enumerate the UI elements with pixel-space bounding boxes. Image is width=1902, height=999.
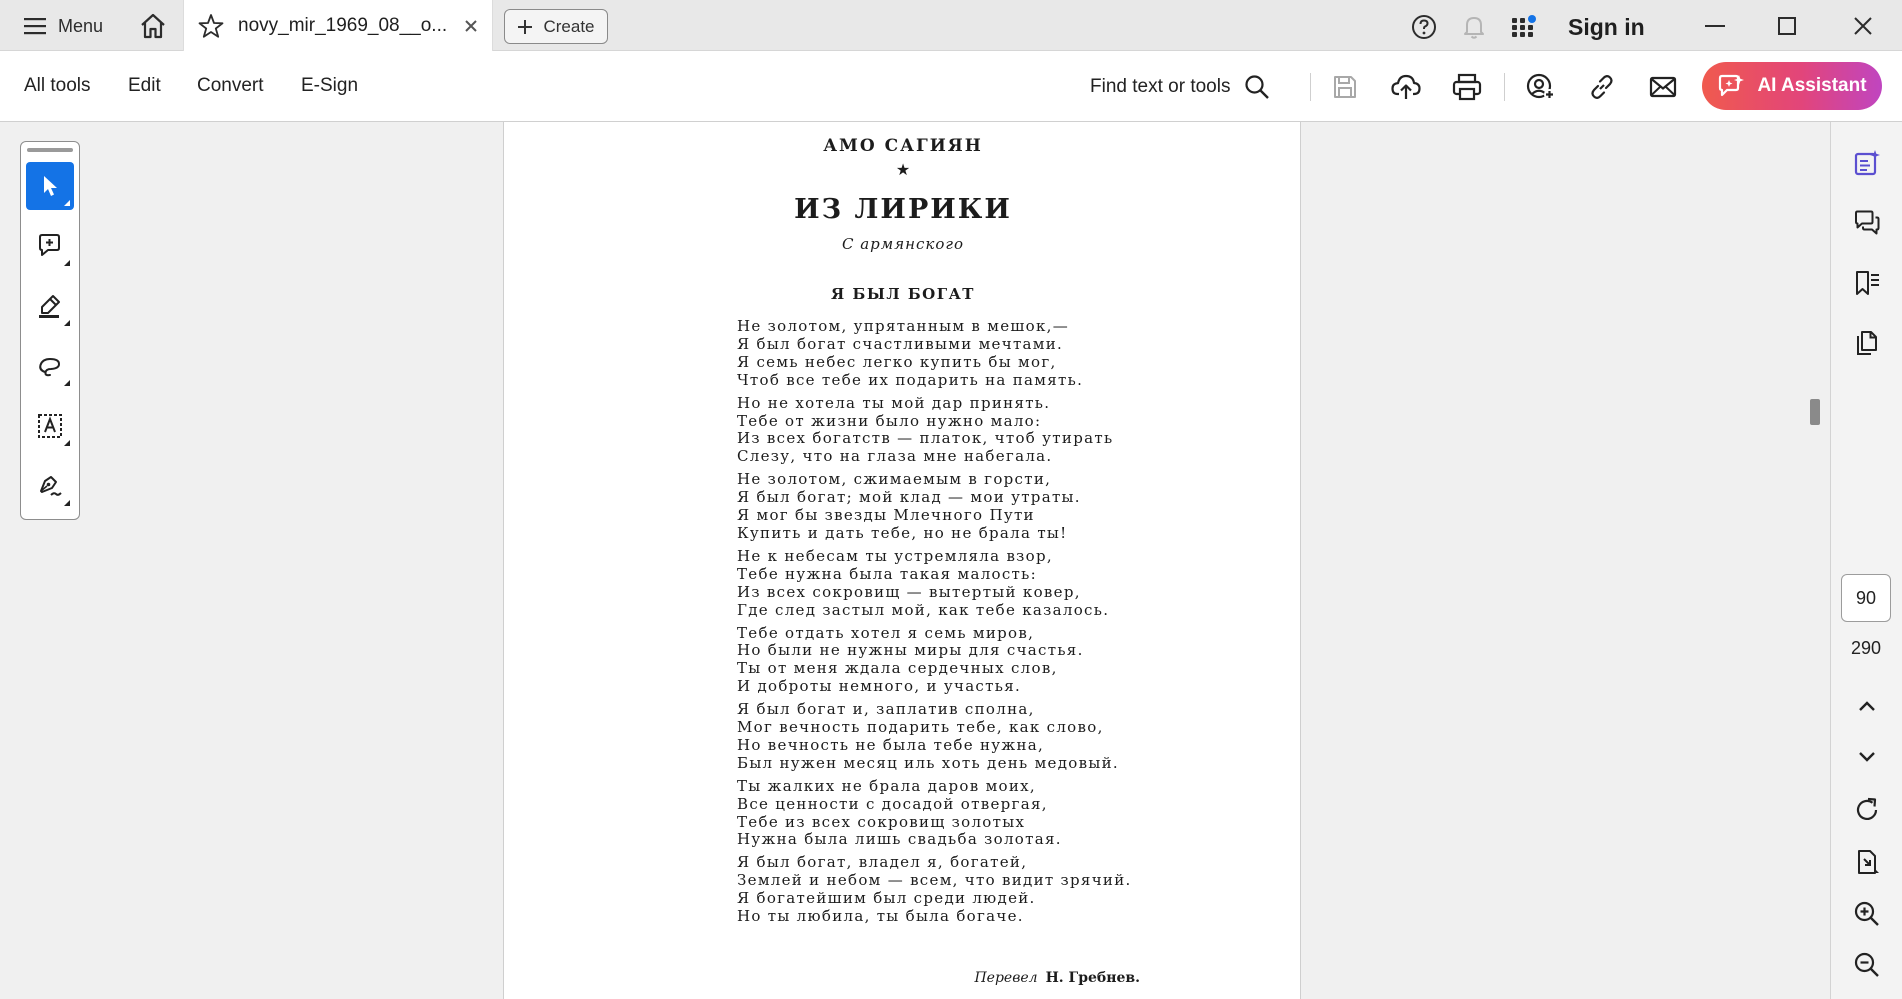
plus-icon (517, 19, 533, 35)
stanza (737, 471, 1157, 543)
poem-line: Купить и дать тебе, но не брала ты! (737, 523, 1068, 542)
page-fit-button[interactable] (1846, 841, 1888, 883)
ai-assistant-button[interactable] (1702, 62, 1882, 110)
toolbar-separator (1310, 73, 1311, 101)
lasso-draw-icon (37, 353, 63, 379)
select-tool-button[interactable] (26, 162, 74, 210)
help-button[interactable] (1404, 9, 1444, 45)
poem-line: Я был богат; мой клад — мои утраты. (737, 488, 1081, 507)
find-label: Find text or tools (1090, 76, 1231, 97)
close-tab-icon[interactable] (464, 19, 478, 33)
sign-in-button[interactable]: Sign in (1568, 13, 1645, 40)
poem-line: Но были не нужны миры для счастья. (737, 641, 1084, 660)
star-icon[interactable] (198, 13, 224, 39)
translator-name: Н. Гребнев. (1045, 970, 1140, 986)
poem-line: Нужна была лишь свадьба золотая. (737, 830, 1062, 849)
link-icon (1588, 73, 1616, 101)
poem-line: Но ты любила, ты была богаче. (737, 907, 1024, 926)
add-comment-tool-button[interactable] (26, 222, 74, 270)
bookmark-icon (1853, 269, 1881, 297)
pdf-page[interactable] (503, 122, 1301, 999)
comment-add-icon (37, 233, 63, 259)
rotate-button[interactable] (1846, 789, 1888, 831)
poem-line: Я богатейшим был среди людей. (737, 889, 1036, 908)
rotate-icon (1853, 796, 1881, 824)
poem-line: Где след застыл мой, как тебе казалось. (737, 600, 1110, 619)
page-thumbnails-icon (1853, 329, 1881, 357)
submenu-indicator (64, 500, 70, 506)
apps-grid-icon (1510, 14, 1538, 40)
poem-line: Я мог бы звезды Млечного Пути (737, 506, 1035, 525)
generative-summary-button[interactable] (1846, 142, 1888, 184)
poem-title: Я БЫЛ БОГАТ (831, 285, 975, 303)
poem-line: Чтоб все тебе их подарить на память. (737, 370, 1084, 389)
highlight-tool-button[interactable] (26, 282, 74, 330)
poem-line: Тебе из всех сокровищ золотых (737, 812, 1026, 831)
poem-line: Ты от меня ждала сердечных слов, (737, 659, 1058, 678)
add-user-icon (1526, 73, 1556, 101)
menu-button[interactable] (14, 8, 113, 44)
text-box-icon (37, 413, 63, 439)
toolbar-separator (1504, 73, 1505, 101)
translator-credit (974, 970, 1140, 986)
poem-line: Землей и небом — всем, что видит зрячий. (737, 871, 1132, 890)
tab-title: novy_mir_1969_08__o... (238, 14, 448, 36)
poem-author: АМО САГИЯН (823, 136, 983, 156)
bell-icon (1462, 14, 1486, 40)
text-box-tool-button[interactable] (26, 402, 74, 450)
submenu-indicator (64, 200, 70, 206)
submenu-indicator (64, 320, 70, 326)
decorative-star: ★ (895, 160, 911, 179)
upload-cloud-button[interactable] (1386, 69, 1426, 105)
submenu-indicator (64, 260, 70, 266)
minimize-button[interactable] (1690, 6, 1740, 46)
fit-page-icon (1853, 848, 1881, 876)
stanza (737, 701, 1157, 773)
stanza (737, 318, 1157, 390)
copy-link-button[interactable] (1582, 69, 1622, 105)
stanza (737, 854, 1157, 926)
poem-line: Не к небесам ты устремляла взор, (737, 546, 1053, 565)
apps-button[interactable] (1504, 9, 1544, 45)
section-subtitle: С армянского (841, 235, 965, 253)
ai-summary-icon (1853, 149, 1881, 177)
poem-line: Тебе от жизни было нужно мало: (737, 411, 1042, 430)
right-rail (1830, 122, 1902, 999)
chevron-up-icon (1858, 700, 1876, 712)
ai-assistant-icon (1717, 73, 1745, 99)
draw-tool-button[interactable] (26, 342, 74, 390)
submenu-indicator (64, 440, 70, 446)
ai-assistant-label: AI Assistant (1757, 75, 1867, 96)
home-icon (139, 13, 167, 39)
close-window-button[interactable] (1838, 6, 1888, 46)
poem-line: Был нужен месяц иль хоть день медовый. (737, 753, 1119, 772)
poem-line: Из всех богатств — платок, чтоб утирать (737, 429, 1114, 448)
save-button[interactable] (1325, 69, 1365, 105)
notifications-button[interactable] (1454, 9, 1494, 45)
minimize-icon (1705, 24, 1725, 28)
search-icon (1244, 74, 1270, 100)
maximize-button[interactable] (1762, 6, 1812, 46)
pen-sign-icon (37, 473, 63, 499)
stanza (737, 548, 1157, 620)
poem-line: Но вечность не была тебе нужна, (737, 735, 1045, 754)
zoom-in-icon (1853, 900, 1881, 928)
help-icon (1411, 14, 1437, 40)
poem-line: Слезу, что на глаза мне набегала. (737, 447, 1053, 466)
quick-tools-panel (20, 141, 80, 520)
poem-line: Я был богат и, заплатив сполна, (737, 700, 1035, 719)
poem-line: Мог вечность подарить тебе, как слово, (737, 718, 1104, 737)
close-icon (1854, 17, 1872, 35)
chevron-down-icon (1858, 751, 1876, 763)
highlighter-pen-icon (37, 293, 63, 319)
current-page-input[interactable]: 90 (1841, 574, 1891, 622)
poem-line: И доброты немного, и участья. (737, 677, 1022, 696)
total-pages: 290 (1850, 638, 1882, 658)
menu-e-sign[interactable]: E-Sign (301, 75, 359, 96)
poem-body (737, 318, 1157, 931)
poem-line: Не золотом, упрятанным в мешок,— (737, 317, 1070, 335)
mail-icon (1649, 75, 1677, 99)
find-text-or-tools[interactable] (1090, 69, 1270, 105)
poem-line: Ты жалких не брала даров моих, (737, 776, 1036, 795)
poem-line: Все ценности с досадой отвергая, (737, 794, 1048, 813)
comments-panel-button[interactable] (1846, 202, 1888, 244)
email-button[interactable] (1643, 69, 1683, 105)
previous-page-button[interactable] (1846, 685, 1888, 727)
zoom-out-icon (1853, 951, 1881, 979)
document-tab[interactable] (183, 0, 493, 51)
print-button[interactable] (1447, 69, 1487, 105)
printer-icon (1452, 73, 1482, 101)
bookmarks-panel-button[interactable] (1846, 262, 1888, 304)
stanza (737, 395, 1157, 467)
main-area (0, 122, 1902, 999)
create-label: Create (543, 16, 595, 36)
menu-edit[interactable]: Edit (128, 75, 161, 96)
maximize-icon (1778, 17, 1796, 35)
poem-line: Тебе нужна была такая малость: (737, 564, 1037, 583)
comments-icon (1853, 209, 1881, 237)
menu-label: Menu (58, 15, 104, 36)
stanza (737, 778, 1157, 850)
zoom-in-button[interactable] (1846, 893, 1888, 935)
cloud-upload-icon (1391, 73, 1421, 101)
credit-label: Перевел (974, 970, 1038, 986)
next-page-button[interactable] (1846, 736, 1888, 778)
poem-line: Из всех сокровищ — вытертый ковер, (737, 582, 1081, 601)
vertical-scrollbar-thumb[interactable] (1810, 399, 1820, 425)
menu-convert[interactable]: Convert (197, 75, 264, 96)
section-title: ИЗ ЛИРИКИ (794, 194, 1012, 225)
save-icon (1332, 74, 1358, 100)
sign-tool-button[interactable] (26, 462, 74, 510)
poem-line: Но не хотела ты мой дар принять. (737, 393, 1051, 412)
pages-panel-button[interactable] (1846, 322, 1888, 364)
main-toolbar (0, 51, 1902, 122)
submenu-indicator (64, 380, 70, 386)
hamburger-icon (24, 17, 46, 35)
zoom-out-button[interactable] (1846, 944, 1888, 986)
poem-line: Я семь небес легко купить бы мог, (737, 352, 1057, 371)
panel-grip[interactable] (27, 148, 73, 152)
cursor-arrow-icon (38, 174, 62, 198)
stanza (737, 625, 1157, 697)
title-bar (0, 0, 1902, 51)
menu-all-tools[interactable]: All tools (24, 75, 91, 96)
create-button[interactable] (504, 9, 608, 44)
share-user-button[interactable] (1521, 69, 1561, 105)
home-button[interactable] (132, 8, 174, 44)
poem-line: Я был богат, владел я, богатей, (737, 853, 1028, 872)
poem-line: Я был богат счастливыми мечтами. (737, 334, 1064, 353)
poem-line: Тебе отдать хотел я семь миров, (737, 623, 1035, 642)
poem-line: Не золотом, сжимаемым в горсти, (737, 470, 1052, 489)
